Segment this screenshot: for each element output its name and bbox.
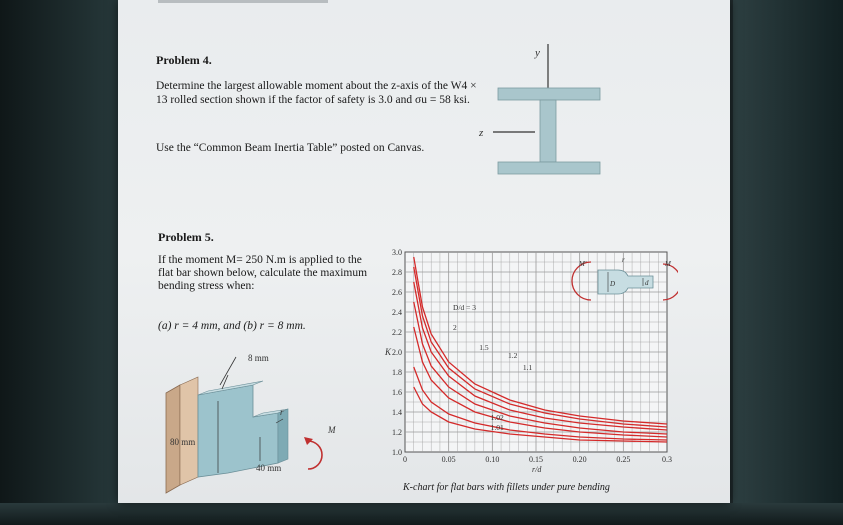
problem5-cases: (a) r = 4 mm, and (b) r = 8 mm. <box>158 320 306 332</box>
y-tick-label: 2.2 <box>392 328 402 337</box>
y-tick-label: 1.6 <box>392 388 402 397</box>
inset-moment-right-label: M <box>665 260 671 268</box>
inset-moment-left-label: M' <box>579 260 587 268</box>
x-tick-label: 0 <box>403 455 407 464</box>
y-tick-label: 1.8 <box>392 368 402 377</box>
problem4-canvas-note: Use the “Common Beam Inertia Table” posted on Canvas. <box>156 142 425 154</box>
x-tick-label: 0.25 <box>616 455 631 464</box>
thickness-label: 8 mm <box>248 353 269 363</box>
background-bottom <box>0 503 843 525</box>
series-label: 1.01 <box>490 423 504 432</box>
y-axis-label: y <box>535 47 540 59</box>
problem5-title: Problem 5. <box>158 230 214 244</box>
y-tick-label: 2.6 <box>392 288 402 297</box>
problem4-title: Problem 4. <box>156 53 212 67</box>
inset-d-label: d <box>645 279 649 287</box>
z-axis-label: z <box>479 127 484 139</box>
series-label: D/d = 3 <box>453 303 477 312</box>
flat-bar-figure <box>158 345 368 495</box>
problem4-text: Determine the largest allowable moment about the z-axis of the W4 × 13 rolled section shown if the factor of safety is 3.0 and σu = 58 ksi. <box>156 80 477 106</box>
series-label: 1.5 <box>479 343 489 352</box>
x-tick-label: 0.20 <box>572 455 587 464</box>
y-axis-label: K <box>385 347 392 357</box>
chart-caption: K-chart for flat bars with fillets under pure bending <box>403 482 610 493</box>
series-label: 1.1 <box>522 363 533 372</box>
y-tick-label: 2.4 <box>392 308 402 317</box>
D-dimension-label: 80 mm <box>170 437 196 447</box>
series-label: 2 <box>453 323 457 332</box>
x-tick-label: 0.10 <box>485 455 500 464</box>
y-tick-label: 3.0 <box>392 248 402 257</box>
x-tick-label: 0.15 <box>529 455 543 464</box>
top-rule <box>158 0 328 3</box>
y-tick-label: 2.8 <box>392 268 402 277</box>
inset-D-label: D <box>610 280 616 288</box>
y-tick-label: 2.0 <box>392 348 402 357</box>
y-tick-label: 1.4 <box>392 408 402 417</box>
document-page <box>118 0 730 503</box>
y-tick-label: 1.0 <box>392 448 402 457</box>
problem5-text: If the moment M= 250 N.m is applied to the flat bar shown below, calculate the maximum bending stress when: <box>158 254 368 292</box>
x-tick-label: 0.05 <box>441 455 456 464</box>
series-label: 1.2 <box>508 351 518 360</box>
series-label: 1.02 <box>490 413 504 422</box>
x-axis-label: r/d <box>532 465 542 474</box>
x-tick-label: 0.3 <box>662 455 672 464</box>
background-right <box>733 0 843 525</box>
k-chart <box>373 240 678 480</box>
inset-r-label: r <box>622 256 625 264</box>
background-left <box>0 0 120 525</box>
fillet-r-label: r <box>280 407 284 417</box>
wide-flange-section-figure <box>473 40 623 200</box>
moment-label: M <box>328 425 336 435</box>
d-dimension-label: 40 mm <box>256 463 282 473</box>
y-tick-label: 1.2 <box>392 428 402 437</box>
